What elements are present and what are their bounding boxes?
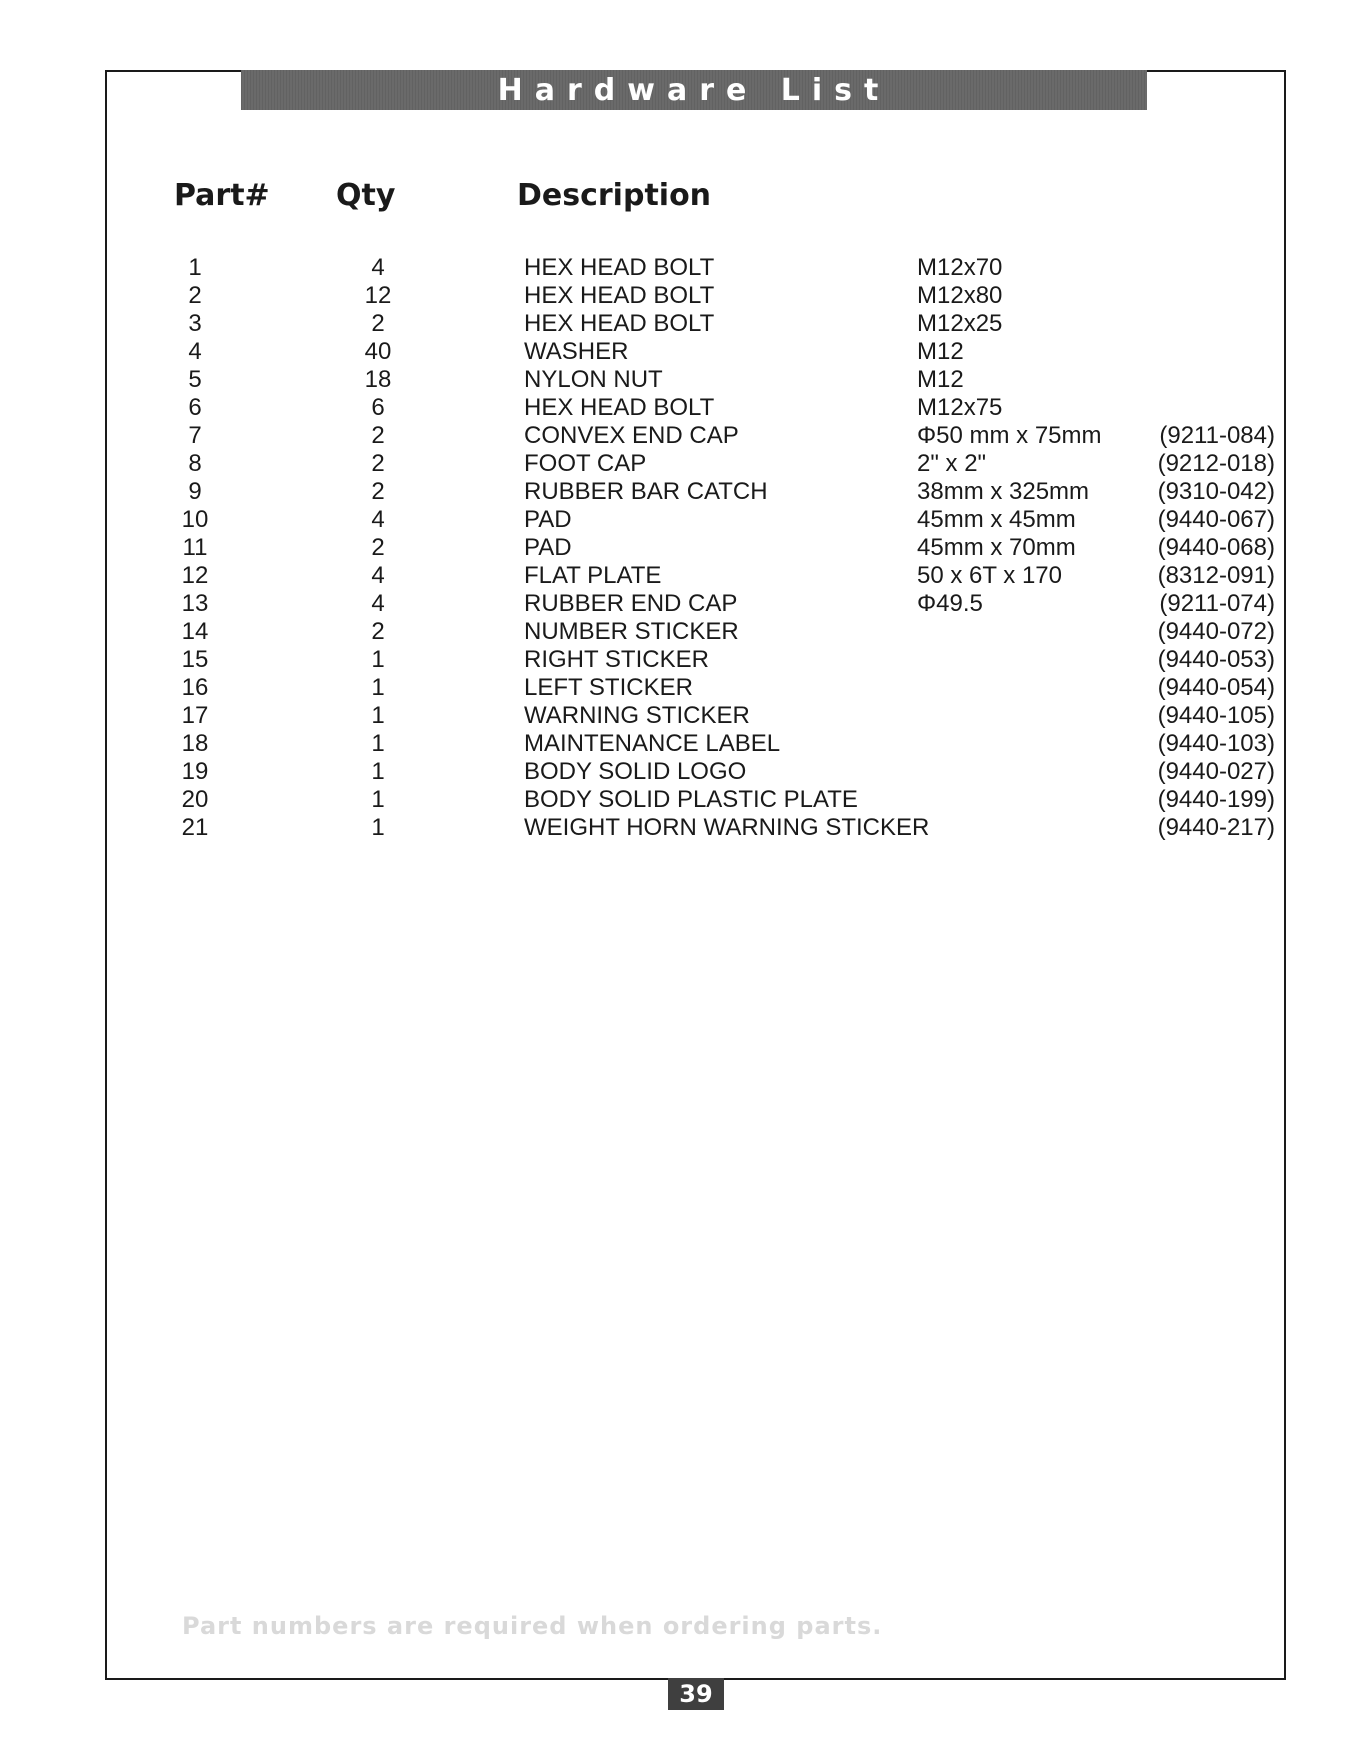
description: BODY SOLID LOGO <box>524 758 747 785</box>
description: MAINTENANCE LABEL <box>524 730 781 757</box>
part-number: 1 <box>188 254 202 281</box>
part-code: (9440-068) <box>1157 534 1275 561</box>
table-row <box>0 310 1361 338</box>
size-spec: Φ49.5 <box>917 590 983 617</box>
description: WEIGHT HORN WARNING STICKER <box>524 814 930 841</box>
description: WARNING STICKER <box>524 702 750 729</box>
footer-note: Part numbers are required when ordering parts. <box>182 1612 883 1640</box>
part-number: 19 <box>181 758 209 785</box>
table-row <box>0 366 1361 394</box>
size-spec: 45mm x 70mm <box>917 534 1076 561</box>
table-row <box>0 590 1361 618</box>
page-title: Hardware List <box>497 72 891 108</box>
part-number: 6 <box>188 394 202 421</box>
part-number: 3 <box>188 310 202 337</box>
table-row <box>0 422 1361 450</box>
quantity: 4 <box>371 254 385 281</box>
table-row <box>0 562 1361 590</box>
description: HEX HEAD BOLT <box>524 394 715 421</box>
part-code: (9211-084) <box>1159 422 1275 449</box>
quantity: 4 <box>371 562 385 589</box>
description: HEX HEAD BOLT <box>524 282 715 309</box>
description: BODY SOLID PLASTIC PLATE <box>524 786 858 813</box>
description: PAD <box>524 506 572 533</box>
quantity: 2 <box>371 618 385 645</box>
quantity: 2 <box>371 478 385 505</box>
part-code: (9440-072) <box>1157 618 1275 645</box>
description: WASHER <box>524 338 629 365</box>
table-row <box>0 702 1361 730</box>
size-spec: M12x80 <box>917 282 1003 309</box>
quantity: 1 <box>371 674 385 701</box>
description: PAD <box>524 534 572 561</box>
quantity: 2 <box>371 534 385 561</box>
part-number: 18 <box>181 730 209 757</box>
size-spec: M12x25 <box>917 310 1003 337</box>
part-number: 13 <box>181 590 209 617</box>
header-description: Description <box>517 178 712 213</box>
part-code: (9212-018) <box>1157 450 1275 477</box>
part-code: (9440-053) <box>1157 646 1275 673</box>
part-number: 2 <box>188 282 202 309</box>
description: RUBBER BAR CATCH <box>524 478 768 505</box>
description: HEX HEAD BOLT <box>524 254 715 281</box>
quantity: 6 <box>371 394 385 421</box>
description: RUBBER END CAP <box>524 590 738 617</box>
table-row <box>0 282 1361 310</box>
part-code: (9440-105) <box>1157 702 1275 729</box>
table-row <box>0 534 1361 562</box>
part-code: (9440-054) <box>1157 674 1275 701</box>
table-row <box>0 450 1361 478</box>
table-row <box>0 814 1361 842</box>
part-code: (9440-103) <box>1157 730 1275 757</box>
size-spec: Φ50 mm x 75mm <box>917 422 1102 449</box>
part-number: 9 <box>188 478 202 505</box>
description: CONVEX END CAP <box>524 422 739 449</box>
size-spec: M12x70 <box>917 254 1003 281</box>
header-part: Part# <box>174 178 270 213</box>
description: LEFT STICKER <box>524 674 693 701</box>
table-row <box>0 338 1361 366</box>
title-bar <box>241 70 1147 110</box>
description: FOOT CAP <box>524 450 647 477</box>
quantity: 1 <box>371 646 385 673</box>
quantity: 1 <box>371 730 385 757</box>
part-code: (9211-074) <box>1159 590 1275 617</box>
description: RIGHT STICKER <box>524 646 709 673</box>
part-number: 14 <box>181 618 209 645</box>
table-row <box>0 618 1361 646</box>
description: FLAT PLATE <box>524 562 662 589</box>
description: NYLON NUT <box>524 366 663 393</box>
part-number: 8 <box>188 450 202 477</box>
part-code: (9440-067) <box>1157 506 1275 533</box>
part-number: 21 <box>181 814 209 841</box>
quantity: 18 <box>364 366 392 393</box>
size-spec: 2" x 2" <box>917 450 987 477</box>
quantity: 2 <box>371 450 385 477</box>
part-code: (9440-217) <box>1157 814 1275 841</box>
part-number: 20 <box>181 786 209 813</box>
part-number: 11 <box>182 534 208 561</box>
description: NUMBER STICKER <box>524 618 739 645</box>
size-spec: M12 <box>917 366 964 393</box>
size-spec: 45mm x 45mm <box>917 506 1076 533</box>
part-code: (9310-042) <box>1157 478 1275 505</box>
quantity: 4 <box>371 590 385 617</box>
part-number: 17 <box>181 702 209 729</box>
part-code: (8312-091) <box>1157 562 1275 589</box>
part-number: 16 <box>181 674 209 701</box>
table-row <box>0 506 1361 534</box>
part-number: 4 <box>188 338 202 365</box>
page-number: 39 <box>668 1678 724 1710</box>
quantity: 12 <box>364 282 392 309</box>
table-row <box>0 254 1361 282</box>
part-code: (9440-199) <box>1157 786 1275 813</box>
quantity: 2 <box>371 422 385 449</box>
size-spec: M12x75 <box>917 394 1003 421</box>
size-spec: 50 x 6T x 170 <box>917 562 1062 589</box>
quantity: 1 <box>371 786 385 813</box>
table-row <box>0 730 1361 758</box>
table-row <box>0 786 1361 814</box>
part-code: (9440-027) <box>1157 758 1275 785</box>
quantity: 2 <box>371 310 385 337</box>
quantity: 40 <box>364 338 392 365</box>
part-number: 12 <box>181 562 209 589</box>
table-row <box>0 646 1361 674</box>
size-spec: 38mm x 325mm <box>917 478 1090 505</box>
table-row <box>0 394 1361 422</box>
description: HEX HEAD BOLT <box>524 310 715 337</box>
quantity: 4 <box>371 506 385 533</box>
size-spec: M12 <box>917 338 964 365</box>
table-row <box>0 478 1361 506</box>
part-number: 15 <box>181 646 209 673</box>
part-number: 7 <box>188 422 202 449</box>
part-number: 10 <box>181 506 209 533</box>
quantity: 1 <box>371 814 385 841</box>
header-qty: Qty <box>336 178 396 213</box>
part-number: 5 <box>188 366 202 393</box>
quantity: 1 <box>371 758 385 785</box>
quantity: 1 <box>371 702 385 729</box>
table-row <box>0 674 1361 702</box>
table-row <box>0 758 1361 786</box>
